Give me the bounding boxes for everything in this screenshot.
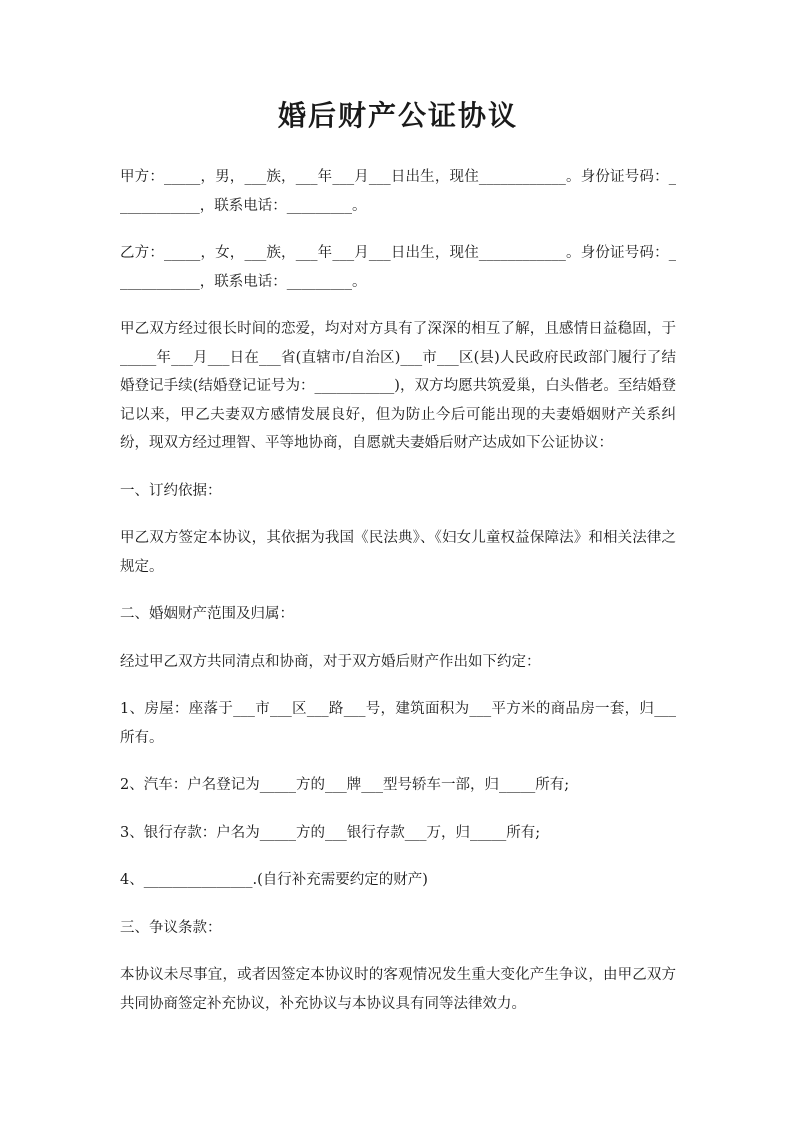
party-a-paragraph: 甲方：_____，男，___族，___年___月___日出生，现住____________。身份证号码：____________，联系电话：_________。 bbox=[120, 169, 676, 214]
dispute-paragraph: 本协议未尽事宜，或者因签定本协议时的客观情况发生重大变化产生争议，由甲乙双方共同协商签定补充协议，补充协议与本协议具有同等法律效力。 bbox=[120, 967, 676, 1012]
section-heading-property: 二、婚姻财产范围及归属： bbox=[120, 606, 294, 622]
party-b-paragraph: 乙方：_____，女，___族，___年___月___日出生，现住____________。身份证号码：____________，联系电话：_________。 bbox=[120, 245, 676, 290]
section-heading-dispute: 三、争议条款： bbox=[120, 919, 222, 936]
section-heading-basis: 一、订约依据： bbox=[120, 482, 222, 499]
background-paragraph: 甲乙双方经过很长时间的恋爱，均对对方具有了深深的相互了解，且感情日益稳固，于_____年___月___日在___省(直辖市/自治区)___市___区(县)人民政府民政部门履行了结婚登记手续(结婚登记证号为：___________)，双方均愿共筑爱巢，白头偕老。至结婚登记以来，甲乙夫妻双方感情发展良好，但为防止今后可能出现的夫妻婚姻财产关系纠纷，现双方经过理智、平等地协商，自愿就夫妻婚后财产达成如下公证协议： bbox=[120, 321, 676, 451]
property-item-house: 1、房屋：座落于___市___区___路___号，建筑面积为___平方米的商品房一套，归___所有。 bbox=[120, 701, 676, 746]
property-intro-paragraph: 经过甲乙双方共同清点和协商，对于双方婚后财产作出如下约定： bbox=[120, 653, 541, 670]
document-page bbox=[120, 0, 676, 1122]
document-title: 婚后财产公证协议 bbox=[277, 99, 518, 132]
property-item-deposit: 3、银行存款：户名为_____方的___银行存款___万，归_____所有; bbox=[120, 824, 541, 841]
property-item-other: 4、_______________.(自行补充需要约定的财产) bbox=[120, 872, 428, 888]
basis-paragraph: 甲乙双方签定本协议，其依据为我国《民法典》、《妇女儿童权益保障法》和相关法律之规定。 bbox=[120, 530, 676, 575]
property-item-car: 2、汽车：户名登记为_____方的___牌___型号轿车一部，归_____所有; bbox=[120, 777, 570, 793]
document-body bbox=[120, 163, 676, 1037]
